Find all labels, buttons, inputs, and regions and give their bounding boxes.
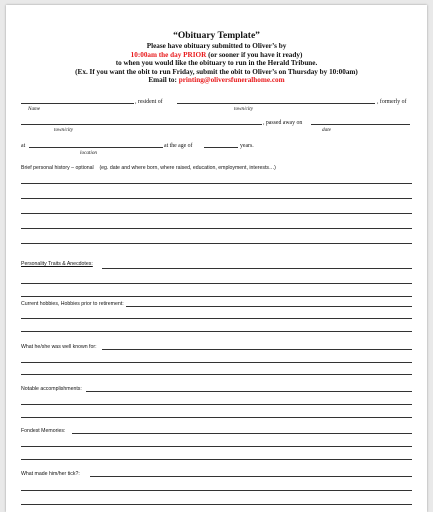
years-label: years. xyxy=(240,143,254,149)
town-city-caption-1: town/city xyxy=(234,106,254,112)
location-field[interactable] xyxy=(29,147,163,148)
email-link[interactable]: printing@oliversfuneralhome.com xyxy=(178,76,285,85)
at-label: at xyxy=(21,143,26,149)
email-label: Email to: xyxy=(148,76,179,85)
age-label: at the age of xyxy=(164,143,193,149)
well-known-for-line[interactable] xyxy=(21,362,412,363)
hobbies-line[interactable] xyxy=(21,318,412,319)
passed-away-label: , passed away on xyxy=(263,120,303,126)
date-of-passing-field[interactable] xyxy=(311,124,410,125)
fondest-memories-line[interactable] xyxy=(21,446,412,447)
hobbies-line[interactable] xyxy=(21,331,412,332)
document-header xyxy=(6,31,427,85)
instruction-line-1: Please have obituary submitted to Oliver’s by xyxy=(146,42,287,50)
fondest-memories-field[interactable] xyxy=(72,433,412,434)
instruction-example: (Ex. If you want the obit to run Friday, submit the obit to Oliver’s on Thursday by 10:00am) xyxy=(75,67,358,76)
personality-traits-label: Personality Traits & Anecdotes: xyxy=(21,261,93,267)
bio-label: Brief personal history – optional (eg. date and where born, where raised, education, employment, interests…) xyxy=(21,165,276,171)
accomplishments-line[interactable] xyxy=(21,404,412,405)
hobbies-field[interactable] xyxy=(126,306,412,307)
date-caption: date xyxy=(322,127,331,133)
formerly-of-label: , formerly of xyxy=(377,99,407,105)
email-line xyxy=(6,76,427,85)
age-field[interactable] xyxy=(204,147,238,148)
well-known-for-label: What he/she was well known for: xyxy=(21,344,97,350)
what-made-tick-line[interactable] xyxy=(21,490,412,491)
resident-of-label: , resident of xyxy=(135,99,163,105)
name-caption: Name xyxy=(28,106,41,112)
what-made-tick-label: What made him/her tick?: xyxy=(21,471,80,477)
personality-traits-field[interactable] xyxy=(102,268,412,269)
resident-of-field[interactable] xyxy=(177,103,375,104)
well-known-for-field[interactable] xyxy=(102,349,412,350)
deadline-note: (or sooner if you have it ready) xyxy=(206,50,303,59)
document-title: “Obituary Template” xyxy=(173,31,260,41)
bio-line[interactable] xyxy=(21,213,412,214)
accomplishments-field[interactable] xyxy=(86,391,412,392)
name-field[interactable] xyxy=(21,103,134,104)
accomplishments-label: Notable accomplishments: xyxy=(21,386,82,392)
hobbies-label: Current hobbies, Hobbies prior to retirement: xyxy=(21,301,124,307)
town-city-caption-2: town/city xyxy=(54,127,74,133)
deadline-text: 10:00am the day PRIOR xyxy=(130,50,207,59)
fondest-memories-label: Fondest Memories: xyxy=(21,428,66,434)
formerly-of-field[interactable] xyxy=(21,124,262,125)
instruction-line-3: to when you would like the obituary to run in the Herald Tribune. xyxy=(115,59,318,68)
fondest-memories-line[interactable] xyxy=(21,459,412,460)
bio-example: (eg. date and where born, where raised, education, employment, interests…) xyxy=(99,165,276,171)
bio-line[interactable] xyxy=(21,228,412,229)
bio-line[interactable] xyxy=(21,198,412,199)
accomplishments-line[interactable] xyxy=(21,417,412,418)
what-made-tick-field[interactable] xyxy=(90,476,412,477)
what-made-tick-line[interactable] xyxy=(21,504,412,505)
personality-traits-line[interactable] xyxy=(21,283,412,284)
instruction-line-2 xyxy=(6,51,427,60)
personality-traits-line[interactable] xyxy=(21,296,412,297)
well-known-for-line[interactable] xyxy=(21,374,412,375)
location-caption: location xyxy=(80,150,98,156)
document-page xyxy=(6,5,427,512)
bio-line[interactable] xyxy=(21,243,412,244)
bio-line[interactable] xyxy=(21,183,412,184)
